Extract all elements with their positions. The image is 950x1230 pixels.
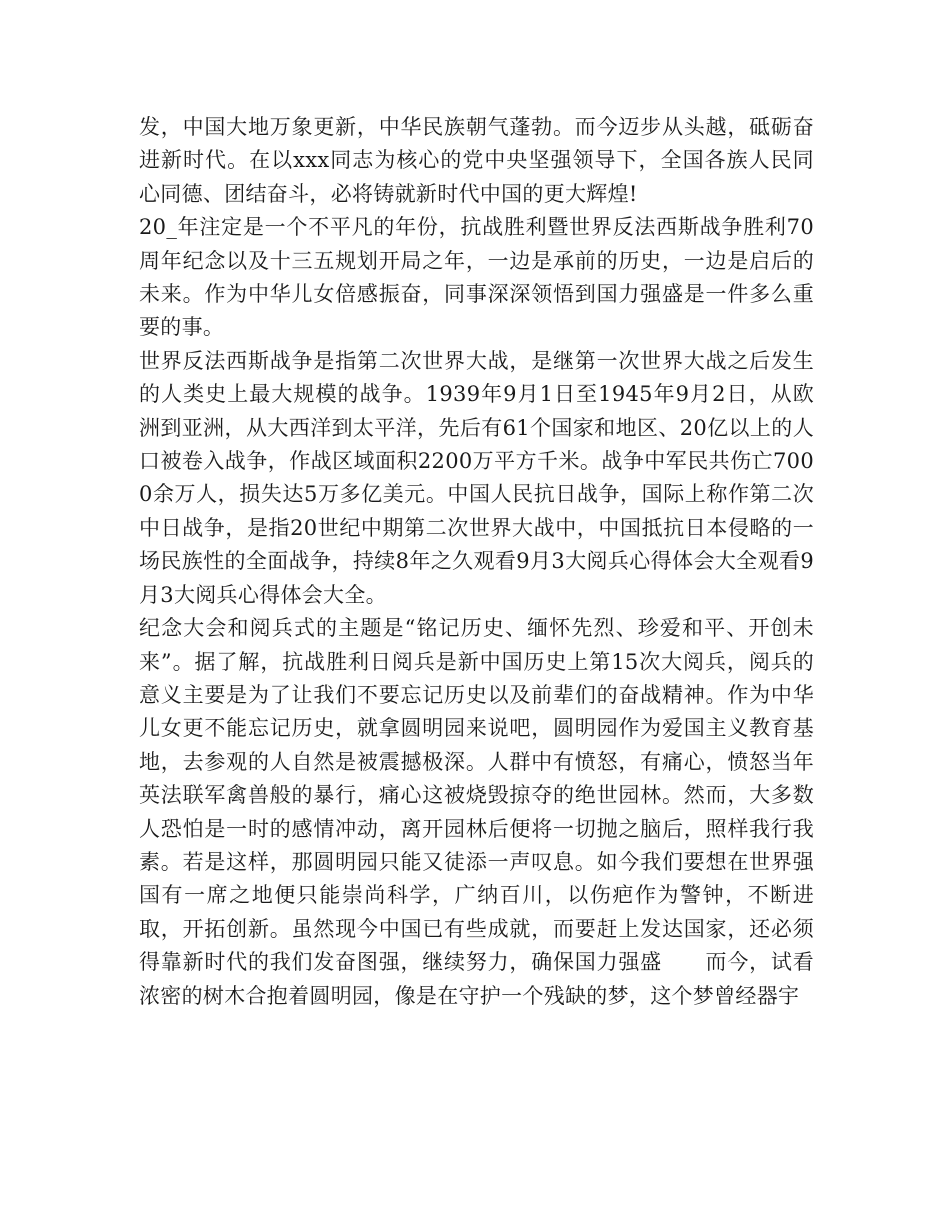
paragraph-4: 纪念大会和阅兵式的主题是“铭记历史、缅怀先烈、珍爱和平、开创未来”。据了解，抗战胜利日阅兵是新中国历史上第15次大阅兵，阅兵的意义主要是为了让我们不要忘记历史以及前辈们的奋战精神。作为中华儿女更不能忘记历史，就拿圆明园来说吧，圆明园作为爱国主义教育基地，去参观的人自然是被震撼极深。人群中有愤怒，有痛心，愤怒当年英法联军禽兽般的暴行，痛心这被烧毁掠夺的绝世园林。然而，大多数人恐怕是一时的感情冲动，离开园林后便将一切抛之脑后，照样我行我素。若是这样，那圆明园只能又徒添一声叹息。如今我们要想在世界强国有一席之地便只能崇尚科学，广纳百川，以伤疤作为警钟，不断进取，开拓创新。虽然现今中国已有些成就，而要赶上发达国家，还必须得靠新时代的我们发奋图强，继续努力，确保国力强盛 而今，试看浓密的树木合抱着圆明园，像是在守护一个残缺的梦，这个梦曾经器宇 <box>139 616 814 1008</box>
document-body <box>139 111 814 1013</box>
paragraph-3: 世界反法西斯战争是指第二次世界大战，是继第一次世界大战之后发生的人类史上最大规模的战争。1939年9月1日至1945年9月2日，从欧洲到亚洲，从大西洋到太平洋，先后有61个国家和地区、20亿以上的人口被卷入战争，作战区域面积2200万平方千米。战争中军民共伤亡7000余万人，损失达5万多亿美元。中国人民抗日战争，国际上称作第二次中日战争，是指20世纪中期第二次世界大战中，中国抵抗日本侵略的一场民族性的全面战争，持续8年之久观看9月3大阅兵心得体会大全观看9月3大阅兵心得体会大全。 <box>139 348 814 607</box>
paragraph-1: 发，中国大地万象更新，中华民族朝气蓬勃。而今迈步从头越，砥砺奋进新时代。在以xxx同志为核心的党中央坚强领导下，全国各族人民同心同德、团结奋斗，必将铸就新时代中国的更大辉煌! <box>139 115 814 206</box>
paragraph-2: 20_年注定是一个不平凡的年份，抗战胜利暨世界反法西斯战争胜利70周年纪念以及十三五规划开局之年，一边是承前的历史，一边是启后的未来。作为中华儿女倍感振奋，同事深深领悟到国力强盛是一件多么重要的事。 <box>139 215 814 340</box>
